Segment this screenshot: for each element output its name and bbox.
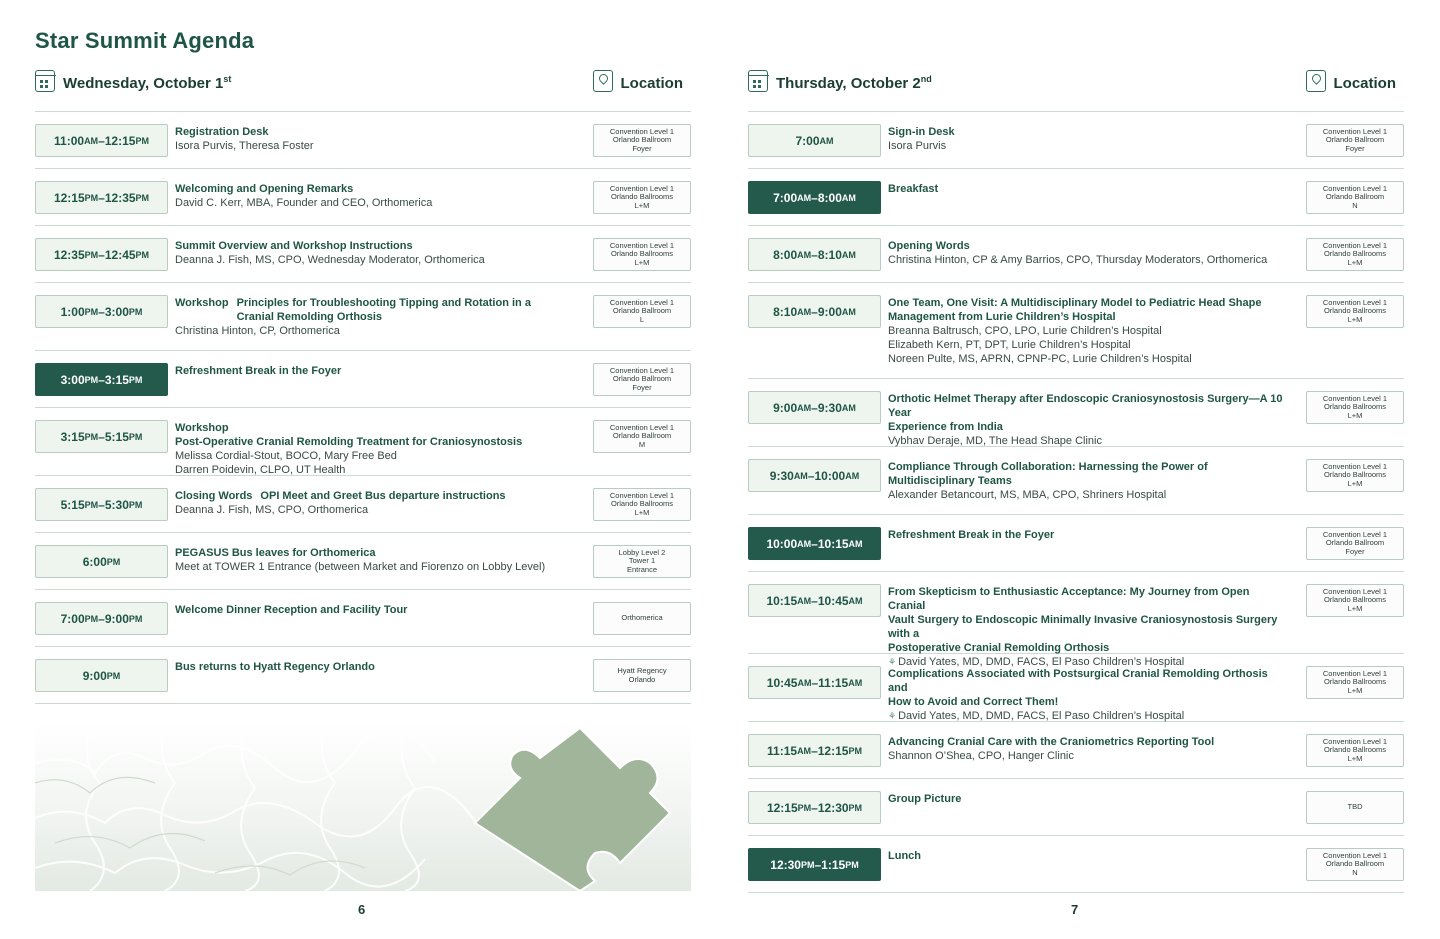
session-details <box>175 421 573 477</box>
location-box: Convention Level 1 Orlando Ballrooms L+M <box>1306 238 1404 271</box>
puzzle-pieces-graphic <box>35 723 691 891</box>
speaker: Deanna J. Fish, MS, CPO, Orthomerica <box>175 504 369 516</box>
location-box: TBD <box>1306 791 1404 824</box>
speaker: Melissa Cordial-Stout, BOCO, Mary Free Bed <box>175 450 397 462</box>
speaker: Christina Hinton, CP, Orthomerica <box>175 325 340 337</box>
agenda-row <box>748 779 1404 836</box>
agenda-row <box>748 836 1404 893</box>
session-details <box>888 849 1286 863</box>
time-slot: 7:00 AM – 8:00 AM <box>748 181 881 214</box>
session-title: Summit Overview and Workshop Instructions <box>175 240 413 252</box>
session-details <box>888 667 1286 723</box>
time-slot: 9:00 PM <box>35 659 168 692</box>
calendar-icon <box>748 70 768 92</box>
agenda-row <box>748 112 1404 169</box>
location-box: Convention Level 1 Orlando Ballroom L <box>593 295 691 328</box>
time-slot: 9:30 AM – 10:00 AM <box>748 459 881 492</box>
session-title: Group Picture <box>888 793 962 805</box>
time-slot: 12:30 PM – 1:15 PM <box>748 848 881 881</box>
time-slot: 12:15 PM – 12:35 PM <box>35 181 168 214</box>
speaker: Deanna J. Fish, MS, CPO, Wednesday Moderator, Orthomerica <box>175 254 485 266</box>
agenda-row <box>748 515 1404 572</box>
wednesday-schedule <box>35 70 691 704</box>
location-box: Orthomerica <box>593 602 691 635</box>
agenda-row <box>35 283 691 351</box>
location-box: Hyatt Regency Orlando <box>593 659 691 692</box>
session-title: Complications Associated with Postsurgical Cranial Remolding Orthosis and How to Avoid and Correct Them! <box>888 668 1268 708</box>
session-title: From Skepticism to Enthusiastic Acceptance: My Journey from Open Cranial Vault Surgery to Endoscopic Minimally Invasive Craniosynostosis Surgery with a Postoperative Cranial Remolding Orthosis <box>888 586 1278 654</box>
agenda-row <box>35 226 691 283</box>
speaker: Isora Purvis, Theresa Foster <box>175 140 314 152</box>
page-title: Star Summit Agenda <box>35 28 255 53</box>
location-box: Convention Level 1 Orlando Ballrooms L+M <box>593 181 691 214</box>
time-slot: 10:15 AM – 10:45 AM <box>748 584 881 617</box>
speaker: Alexander Betancourt, MS, MBA, CPO, Shriners Hospital <box>888 489 1167 501</box>
location-box: Convention Level 1 Orlando Ballrooms L+M <box>593 488 691 521</box>
session-details <box>888 460 1286 502</box>
agenda-row <box>748 447 1404 515</box>
location-box: Convention Level 1 Orlando Ballroom Foyer <box>593 363 691 396</box>
session-details <box>888 182 1286 196</box>
session-title: Compliance Through Collaboration: Harnessing the Power of Multidisciplinary Teams <box>888 461 1208 487</box>
location-box: Lobby Level 2 Tower 1 Entrance <box>593 545 691 578</box>
session-details <box>888 735 1286 763</box>
speaker: ⚘ David Yates, MD, DMD, FACS, El Paso Children’s Hospital <box>888 656 1185 668</box>
session-details <box>175 239 573 267</box>
puzzle-illustration <box>35 723 691 891</box>
location-box: Convention Level 1 Orlando Ballrooms L+M <box>1306 734 1404 767</box>
location-box: Convention Level 1 Orlando Ballroom Foyer <box>1306 527 1404 560</box>
session-details <box>175 603 573 617</box>
session-title-text: Principles for Troubleshooting Tipping and Rotation in a Cranial Remolding Orthosis <box>236 297 531 323</box>
session-details <box>888 392 1286 448</box>
session-details <box>175 364 573 378</box>
session-title: Sign-in Desk <box>888 126 955 138</box>
agenda-row <box>35 647 691 704</box>
time-slot: 1:00 PM – 3:00 PM <box>35 295 168 328</box>
agenda-row <box>748 169 1404 226</box>
session-details <box>175 182 573 210</box>
speaker: ⚘ David Yates, MD, DMD, FACS, El Paso Children’s Hospital <box>888 710 1185 722</box>
agenda-row <box>35 408 691 476</box>
speaker: Vybhav Deraje, MD, The Head Shape Clinic <box>888 435 1102 447</box>
speaker: Breanna Baltrusch, CPO, LPO, Lurie Children’s Hospital <box>888 325 1162 337</box>
day-header <box>35 70 691 112</box>
time-slot: 12:15 PM – 12:30 PM <box>748 791 881 824</box>
session-title: Lunch <box>888 850 921 862</box>
puzzle-piece <box>475 728 670 891</box>
day-header <box>748 70 1404 112</box>
time-slot: 9:00 AM – 9:30 AM <box>748 391 881 424</box>
location-box: Convention Level 1 Orlando Ballroom Foyer <box>1306 124 1404 157</box>
session-title-text: OPI Meet and Greet Bus departure instructions <box>260 490 506 502</box>
agenda-row <box>35 351 691 408</box>
location-header: Location <box>1333 75 1396 92</box>
session-title: Refreshment Break in the Foyer <box>888 529 1055 541</box>
session-title <box>175 489 573 503</box>
time-slot: 3:15 PM – 5:15 PM <box>35 420 168 453</box>
location-box: Convention Level 1 Orlando Ballrooms L+M <box>1306 391 1404 424</box>
day-title: Wednesday, October 1st <box>63 74 232 92</box>
agenda-row <box>748 283 1404 379</box>
thursday-schedule <box>748 70 1404 893</box>
speaker: Elizabeth Kern, PT, DPT, Lurie Children’s Hospital <box>888 339 1131 351</box>
time-slot: 12:35 PM – 12:45 PM <box>35 238 168 271</box>
time-slot: 8:10 AM – 9:00 AM <box>748 295 881 328</box>
agenda-row <box>748 572 1404 668</box>
agenda-row <box>748 379 1404 447</box>
location-box: Convention Level 1 Orlando Ballrooms L+M <box>1306 459 1404 492</box>
agenda-row <box>35 590 691 647</box>
session-title: Breakfast <box>888 183 939 195</box>
session-title: Bus returns to Hyatt Regency Orlando <box>175 661 375 673</box>
speaker: Christina Hinton, CP & Amy Barrios, CPO, Thursday Moderators, Orthomerica <box>888 254 1268 266</box>
location-header: Location <box>620 75 683 92</box>
session-title: Registration Desk <box>175 126 269 138</box>
agenda-row <box>35 169 691 226</box>
session-title: Welcoming and Opening Remarks <box>175 183 354 195</box>
speaker: Darren Poidevin, CLPO, UT Health <box>175 464 346 476</box>
session-title: Orthotic Helmet Therapy after Endoscopic Craniosynostosis Surgery—A 10 Year Experience from India <box>888 393 1283 433</box>
session-details <box>175 546 573 574</box>
session-title: Welcome Dinner Reception and Facility Tour <box>175 604 408 616</box>
agenda-row <box>35 476 691 533</box>
speaker: Noreen Pulte, MS, APRN, CPNP-PC, Lurie Children’s Hospital <box>888 353 1192 365</box>
session-title: Advancing Cranial Care with the Craniometrics Reporting Tool <box>888 736 1215 748</box>
location-box: Convention Level 1 Orlando Ballroom M <box>593 420 691 453</box>
speaker-icon: ⚘ <box>888 657 897 667</box>
day-title: Thursday, October 2nd <box>776 74 932 92</box>
page-number-left: 6 <box>358 902 366 917</box>
time-slot: 8:00 AM – 8:10 AM <box>748 238 881 271</box>
location-box: Convention Level 1 Orlando Ballroom N <box>1306 848 1404 881</box>
time-slot: 10:00 AM – 10:15 AM <box>748 527 881 560</box>
session-title-text: Post-Operative Cranial Remolding Treatment for Craniosynostosis <box>175 436 523 448</box>
session-type: Closing Words <box>175 490 253 502</box>
speaker: Meet at TOWER 1 Entrance (between Market and Fiorenzo on Lobby Level) <box>175 561 546 573</box>
agenda-row <box>748 226 1404 283</box>
session-title <box>175 296 573 324</box>
location-pin-icon <box>593 70 613 92</box>
session-title <box>175 421 573 449</box>
time-slot: 7:00 AM <box>748 124 881 157</box>
session-title: Opening Words <box>888 240 970 252</box>
time-slot: 7:00 PM – 9:00 PM <box>35 602 168 635</box>
agenda-row <box>748 654 1404 722</box>
speaker: Isora Purvis <box>888 140 947 152</box>
session-details <box>175 660 573 674</box>
time-slot: 11:00 AM – 12:15 PM <box>35 124 168 157</box>
session-details <box>888 239 1286 267</box>
location-box: Convention Level 1 Orlando Ballroom Foyer <box>593 124 691 157</box>
session-title: PEGASUS Bus leaves for Orthomerica <box>175 547 376 559</box>
time-slot: 3:00 PM – 3:15 PM <box>35 363 168 396</box>
time-slot: 6:00 PM <box>35 545 168 578</box>
session-title: One Team, One Visit: A Multidisciplinary Model to Pediatric Head Shape Management from Lurie Children’s Hospital <box>888 297 1262 323</box>
session-details <box>175 125 573 153</box>
speaker-icon: ⚘ <box>888 711 897 721</box>
speaker: Shannon O’Shea, CPO, Hanger Clinic <box>888 750 1074 762</box>
session-details <box>888 528 1286 542</box>
session-details <box>888 296 1286 366</box>
session-title: Refreshment Break in the Foyer <box>175 365 342 377</box>
speaker: David C. Kerr, MBA, Founder and CEO, Orthomerica <box>175 197 433 209</box>
session-details <box>888 792 1286 806</box>
session-type: Workshop <box>175 297 229 309</box>
location-box: Convention Level 1 Orlando Ballrooms L+M <box>1306 584 1404 617</box>
agenda-row <box>748 722 1404 779</box>
location-box: Convention Level 1 Orlando Ballrooms L+M <box>1306 295 1404 328</box>
session-type: Workshop <box>175 422 229 434</box>
location-box: Convention Level 1 Orlando Ballrooms L+M <box>1306 666 1404 699</box>
agenda-row <box>35 112 691 169</box>
page-number-right: 7 <box>1071 902 1079 917</box>
agenda-row <box>35 533 691 590</box>
session-details <box>175 489 573 517</box>
time-slot: 5:15 PM – 5:30 PM <box>35 488 168 521</box>
session-details <box>175 296 573 338</box>
calendar-icon <box>35 70 55 92</box>
time-slot: 10:45 AM – 11:15 AM <box>748 666 881 699</box>
location-box: Convention Level 1 Orlando Ballrooms L+M <box>593 238 691 271</box>
location-box: Convention Level 1 Orlando Ballroom N <box>1306 181 1404 214</box>
session-details <box>888 125 1286 153</box>
time-slot: 11:15 AM – 12:15 PM <box>748 734 881 767</box>
location-pin-icon <box>1306 70 1326 92</box>
